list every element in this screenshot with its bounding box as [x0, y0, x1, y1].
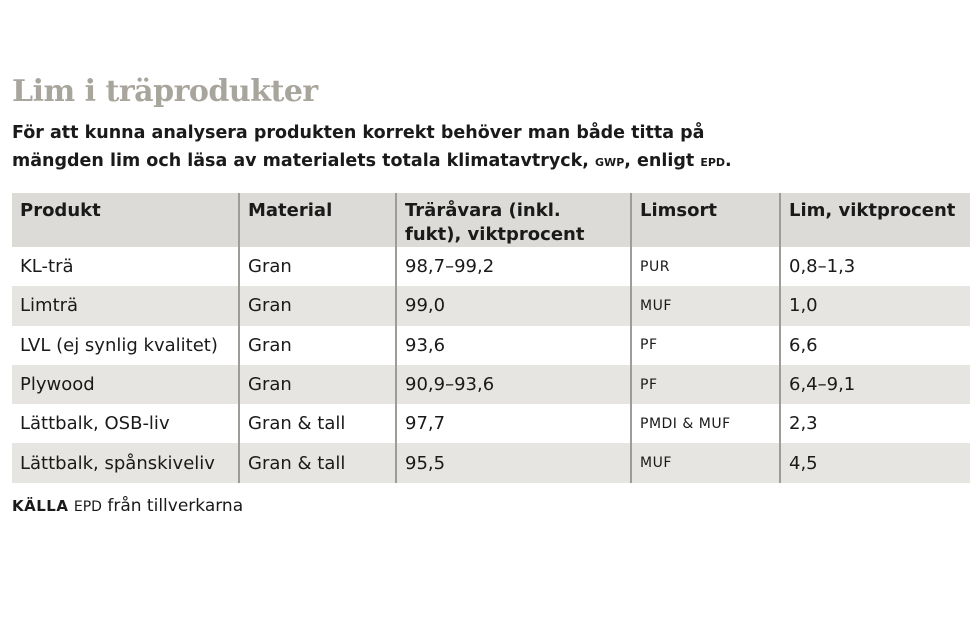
subtitle-line-2: mängden lim och läsa av materialets totala klimatavtryck,	[12, 151, 596, 171]
cell-produkt: KL-trä	[12, 247, 239, 286]
epd-abbr: epd	[700, 151, 726, 170]
glue-table	[12, 193, 970, 483]
cell-limsort: MUF	[631, 286, 780, 325]
cell-traravara: 97,7	[396, 404, 631, 443]
source-epd: EPD	[73, 499, 102, 515]
source-note	[12, 496, 243, 516]
table-row	[12, 247, 970, 286]
cell-material: Gran	[239, 365, 396, 404]
cell-produkt: Lättbalk, spånskiveliv	[12, 443, 239, 482]
cell-limsort: PF	[631, 365, 780, 404]
table-row	[12, 443, 970, 482]
cell-material: Gran	[239, 247, 396, 286]
source-label: KÄLLA	[12, 497, 69, 515]
subtitle-line-2-mid: , enligt	[624, 151, 701, 171]
cell-limsort: PF	[631, 326, 780, 365]
header-traravara: Träråvara (inkl. fukt), viktprocent	[396, 193, 631, 247]
cell-traravara: 95,5	[396, 443, 631, 482]
header-limsort: Limsort	[631, 193, 780, 247]
cell-produkt: Lättbalk, OSB-liv	[12, 404, 239, 443]
subtitle-line-2-end: .	[725, 151, 732, 171]
cell-lim: 6,6	[780, 326, 970, 365]
cell-produkt: LVL (ej synlig kvalitet)	[12, 326, 239, 365]
header-material: Material	[239, 193, 396, 247]
subtitle-line-1: För att kunna analysera produkten korrekt behöver man både titta på	[12, 123, 705, 143]
cell-lim: 2,3	[780, 404, 970, 443]
table-header-row	[12, 193, 970, 247]
cell-produkt: Plywood	[12, 365, 239, 404]
cell-material: Gran & tall	[239, 443, 396, 482]
cell-material: Gran	[239, 326, 396, 365]
cell-lim: 4,5	[780, 443, 970, 482]
header-lim-viktprocent: Lim, viktprocent	[780, 193, 970, 247]
cell-lim: 1,0	[780, 286, 970, 325]
gwp-abbr: gwp	[595, 151, 625, 170]
cell-lim: 6,4–9,1	[780, 365, 970, 404]
source-text: från tillverkarna	[101, 496, 244, 516]
header-produkt: Produkt	[12, 193, 239, 247]
table-row	[12, 286, 970, 325]
cell-produkt: Limträ	[12, 286, 239, 325]
cell-limsort: MUF	[631, 443, 780, 482]
page-title: Lim i träprodukter	[12, 74, 318, 109]
cell-traravara: 93,6	[396, 326, 631, 365]
cell-material: Gran & tall	[239, 404, 396, 443]
cell-traravara: 99,0	[396, 286, 631, 325]
cell-material: Gran	[239, 286, 396, 325]
cell-lim: 0,8–1,3	[780, 247, 970, 286]
cell-traravara: 98,7–99,2	[396, 247, 631, 286]
table-row	[12, 365, 970, 404]
subtitle	[12, 120, 912, 175]
table-row	[12, 404, 970, 443]
table-row	[12, 326, 970, 365]
cell-traravara: 90,9–93,6	[396, 365, 631, 404]
cell-limsort: PMDI & MUF	[631, 404, 780, 443]
cell-limsort: PUR	[631, 247, 780, 286]
